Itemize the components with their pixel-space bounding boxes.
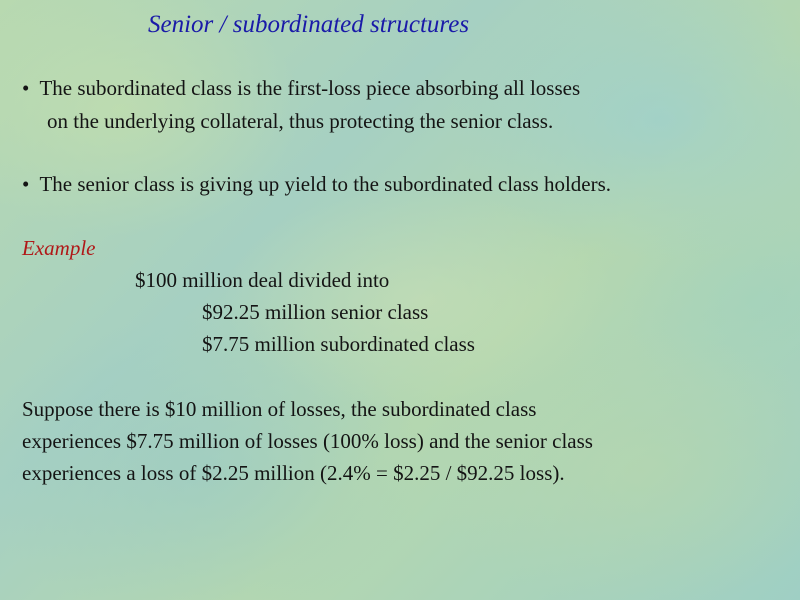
- bullet-marker: •: [22, 172, 30, 196]
- conclusion-line-1: Suppose there is $10 million of losses, the subordinated class: [22, 397, 537, 421]
- bullet-2-line-1: [22, 171, 611, 197]
- example-deal: $100 million deal divided into: [135, 268, 390, 292]
- conclusion-line-3: experiences a loss of $2.25 million (2.4% = $2.25 / $92.25 loss).: [22, 461, 565, 485]
- example-senior: $92.25 million senior class: [202, 300, 429, 324]
- slide-title: Senior / subordinated structures: [148, 11, 470, 38]
- bullet-1-line-1: [22, 75, 580, 101]
- example-subordinated: $7.75 million subordinated class: [202, 332, 475, 356]
- conclusion-line-2: experiences $7.75 million of losses (100% loss) and the senior class: [22, 429, 593, 453]
- bullet-1-text-1: The subordinated class is the first-loss piece absorbing all losses: [39, 76, 581, 100]
- bullet-2-text-1: The senior class is giving up yield to the subordinated class holders.: [39, 172, 612, 196]
- bullet-1-line-2: on the underlying collateral, thus protecting the senior class.: [47, 109, 554, 133]
- bullet-marker: •: [22, 76, 30, 100]
- example-label: Example: [22, 236, 96, 260]
